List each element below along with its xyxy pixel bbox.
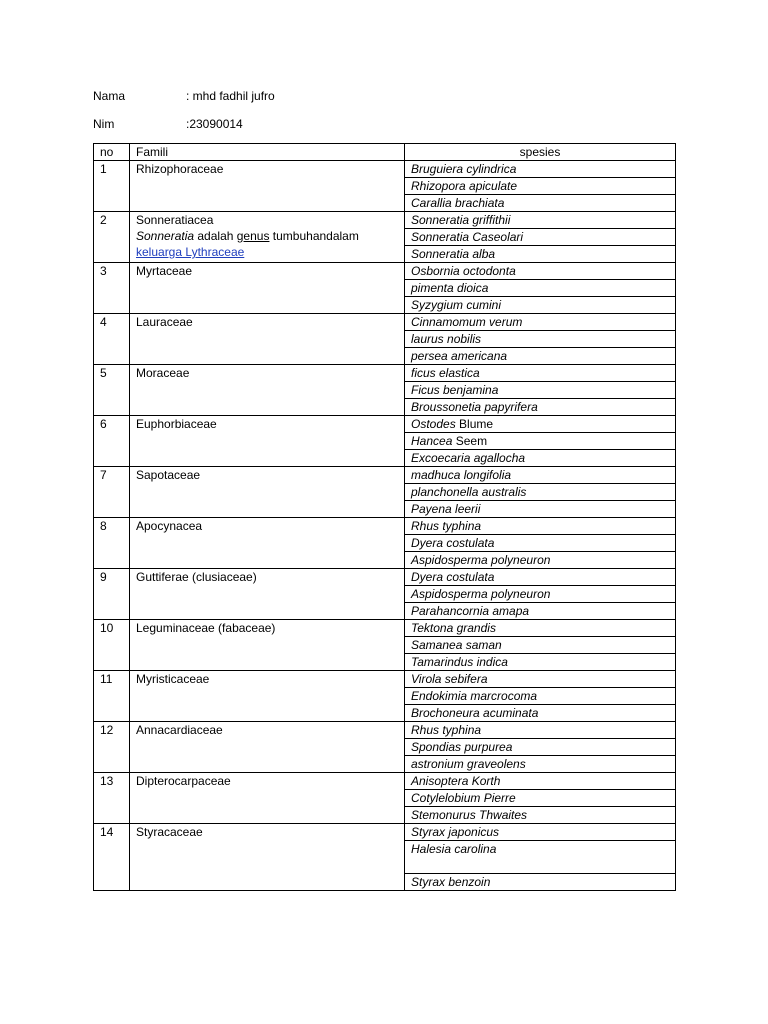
famili-name: Dipterocarpaceae: [136, 774, 231, 788]
table-row: [94, 620, 676, 637]
species-name: Cotylelobium Pierre: [411, 791, 516, 805]
species-cell: [405, 620, 676, 637]
table-row: [94, 773, 676, 790]
species-cell: [405, 416, 676, 433]
species-cell: [405, 552, 676, 569]
table-row: [94, 263, 676, 280]
species-cell: [405, 739, 676, 756]
header-no: no: [94, 144, 130, 161]
species-cell: [405, 433, 676, 450]
species-name: Virola sebifera: [411, 672, 488, 686]
species-name: Styrax benzoin: [411, 875, 491, 889]
species-cell: [405, 450, 676, 467]
species-name: Rhizopora apiculate: [411, 179, 518, 193]
species-name: Brochoneura acuminata: [411, 706, 539, 720]
row-number: 2: [94, 212, 130, 263]
species-author: Blume: [459, 417, 494, 431]
famili-name: Rhizophoraceae: [136, 162, 224, 176]
row-number: 9: [94, 569, 130, 620]
table-row: [94, 824, 676, 841]
famili-cell: [130, 161, 405, 212]
famili-cell: [130, 671, 405, 722]
species-name: laurus nobilis: [411, 332, 482, 346]
species-cell: [405, 297, 676, 314]
species-cell: [405, 773, 676, 790]
species-name: pimenta dioica: [411, 281, 489, 295]
header-spesies: spesies: [405, 144, 676, 161]
table-row: [94, 518, 676, 535]
header-famili: Famili: [130, 144, 405, 161]
species-cell: [405, 756, 676, 773]
nama-value: : mhd fadhil jufro: [186, 89, 275, 103]
table-row: [94, 314, 676, 331]
species-cell: [405, 841, 676, 874]
famili-name: Annacardiaceae: [136, 723, 223, 737]
species-table: [93, 143, 676, 891]
species-name: Samanea saman: [411, 638, 502, 652]
species-cell: [405, 212, 676, 229]
famili-cell: [130, 569, 405, 620]
species-name: Sonneratia Caseolari: [411, 230, 524, 244]
famili-cell: [130, 518, 405, 569]
species-cell: [405, 331, 676, 348]
species-name: Bruguiera cylindrica: [411, 162, 517, 176]
species-cell: [405, 229, 676, 246]
famili-name: Myrtaceae: [136, 264, 193, 278]
species-cell: [405, 671, 676, 688]
famili-name: Apocynacea: [136, 519, 203, 533]
nim-value: :23090014: [186, 117, 243, 131]
species-cell: [405, 807, 676, 824]
species-name: persea americana: [411, 349, 508, 363]
species-name: Ostodes: [411, 417, 456, 431]
famili-cell: [130, 416, 405, 467]
species-name: Endokimia marcrocoma: [411, 689, 538, 703]
famili-cell: [130, 263, 405, 314]
famili-cell: [130, 773, 405, 824]
row-number: 1: [94, 161, 130, 212]
species-cell: [405, 365, 676, 382]
species-cell: [405, 246, 676, 263]
species-name: Broussonetia papyrifera: [411, 400, 538, 414]
species-cell: [405, 382, 676, 399]
species-cell: [405, 263, 676, 280]
famili-cell: [130, 212, 405, 263]
species-name: Anisoptera Korth: [411, 774, 501, 788]
famili-name: Moraceae: [136, 366, 190, 380]
species-name: Hancea: [411, 434, 453, 448]
nim-label: Nim: [93, 117, 115, 131]
species-cell: [405, 569, 676, 586]
row-number: 7: [94, 467, 130, 518]
row-number: 5: [94, 365, 130, 416]
row-number: 14: [94, 824, 130, 891]
species-name: Dyera costulata: [411, 536, 495, 550]
famili-name: Lauraceae: [136, 315, 193, 329]
species-cell: [405, 603, 676, 620]
row-number: 3: [94, 263, 130, 314]
species-cell: [405, 501, 676, 518]
table-header-row: [94, 144, 676, 161]
species-name: Sonneratia griffithii: [411, 213, 511, 227]
species-name: Rhus typhina: [411, 723, 482, 737]
species-name: Aspidosperma polyneuron: [411, 587, 551, 601]
famili-name: Styracaceae: [136, 825, 203, 839]
nama-label: Nama: [93, 89, 126, 103]
species-author: Seem: [455, 434, 488, 448]
note-text: adalah: [194, 229, 237, 243]
species-name: Stemonurus Thwaites: [411, 808, 528, 822]
note-text: tumbuhandalam: [269, 229, 359, 243]
species-cell: [405, 790, 676, 807]
row-number: 10: [94, 620, 130, 671]
table-row: [94, 161, 676, 178]
row-number: 8: [94, 518, 130, 569]
species-name: Dyera costulata: [411, 570, 495, 584]
species-cell: [405, 688, 676, 705]
species-name: Carallia brachiata: [411, 196, 505, 210]
species-name: Cinnamomum verum: [411, 315, 523, 329]
species-name: Payena leerii: [411, 502, 481, 516]
species-cell: [405, 518, 676, 535]
table-row: [94, 722, 676, 739]
species-cell: [405, 535, 676, 552]
row-number: 13: [94, 773, 130, 824]
famili-cell: [130, 824, 405, 891]
species-cell: [405, 399, 676, 416]
species-cell: [405, 195, 676, 212]
species-cell: [405, 161, 676, 178]
species-cell: [405, 467, 676, 484]
species-cell: [405, 722, 676, 739]
species-name: Ficus benjamina: [411, 383, 499, 397]
famili-cell: [130, 365, 405, 416]
famili-name: Sonneratiacea: [136, 213, 214, 227]
table-row: [94, 212, 676, 229]
famili-cell: [130, 314, 405, 365]
species-name: Syzygium cumini: [411, 298, 502, 312]
species-cell: [405, 178, 676, 195]
species-name: Rhus typhina: [411, 519, 482, 533]
famili-cell: [130, 620, 405, 671]
famili-note: [136, 228, 398, 260]
species-cell: [405, 314, 676, 331]
famili-name: Euphorbiaceae: [136, 417, 217, 431]
species-name: Tektona grandis: [411, 621, 496, 635]
lythraceae-link[interactable]: keluarga Lythraceae: [136, 245, 245, 259]
famili-cell: [130, 467, 405, 518]
species-name: Halesia carolina: [411, 842, 497, 856]
species-cell: [405, 824, 676, 841]
species-cell: [405, 654, 676, 671]
row-number: 6: [94, 416, 130, 467]
row-number: 11: [94, 671, 130, 722]
species-cell: [405, 348, 676, 365]
species-cell: [405, 484, 676, 501]
table-row: [94, 365, 676, 382]
table-row: [94, 569, 676, 586]
species-name: Spondias purpurea: [411, 740, 513, 754]
species-name: Sonneratia alba: [411, 247, 496, 261]
row-number: 12: [94, 722, 130, 773]
species-cell: [405, 874, 676, 891]
species-name: astronium graveolens: [411, 757, 526, 771]
table-row: [94, 671, 676, 688]
species-name: madhuca longifolia: [411, 468, 512, 482]
note-genus-word: genus: [236, 229, 270, 243]
famili-name: Sapotaceae: [136, 468, 201, 482]
famili-name: Guttiferae (clusiaceae): [136, 570, 257, 584]
species-name: Parahancornia amapa: [411, 604, 530, 618]
species-cell: [405, 705, 676, 722]
species-cell: [405, 586, 676, 603]
table-row: [94, 467, 676, 484]
note-genus-italic: Sonneratia: [136, 229, 195, 243]
species-name: planchonella australis: [411, 485, 527, 499]
row-number: 4: [94, 314, 130, 365]
species-name: Tamarindus indica: [411, 655, 508, 669]
species-cell: [405, 637, 676, 654]
famili-name: Leguminaceae (fabaceae): [136, 621, 276, 635]
species-cell: [405, 280, 676, 297]
species-name: Osbornia octodonta: [411, 264, 516, 278]
species-name: Aspidosperma polyneuron: [411, 553, 551, 567]
species-name: Excoecaria agallocha: [411, 451, 526, 465]
species-name: ficus elastica: [411, 366, 480, 380]
famili-cell: [130, 722, 405, 773]
species-name: Styrax japonicus: [411, 825, 500, 839]
famili-name: Myristicaceae: [136, 672, 210, 686]
table-row: [94, 416, 676, 433]
